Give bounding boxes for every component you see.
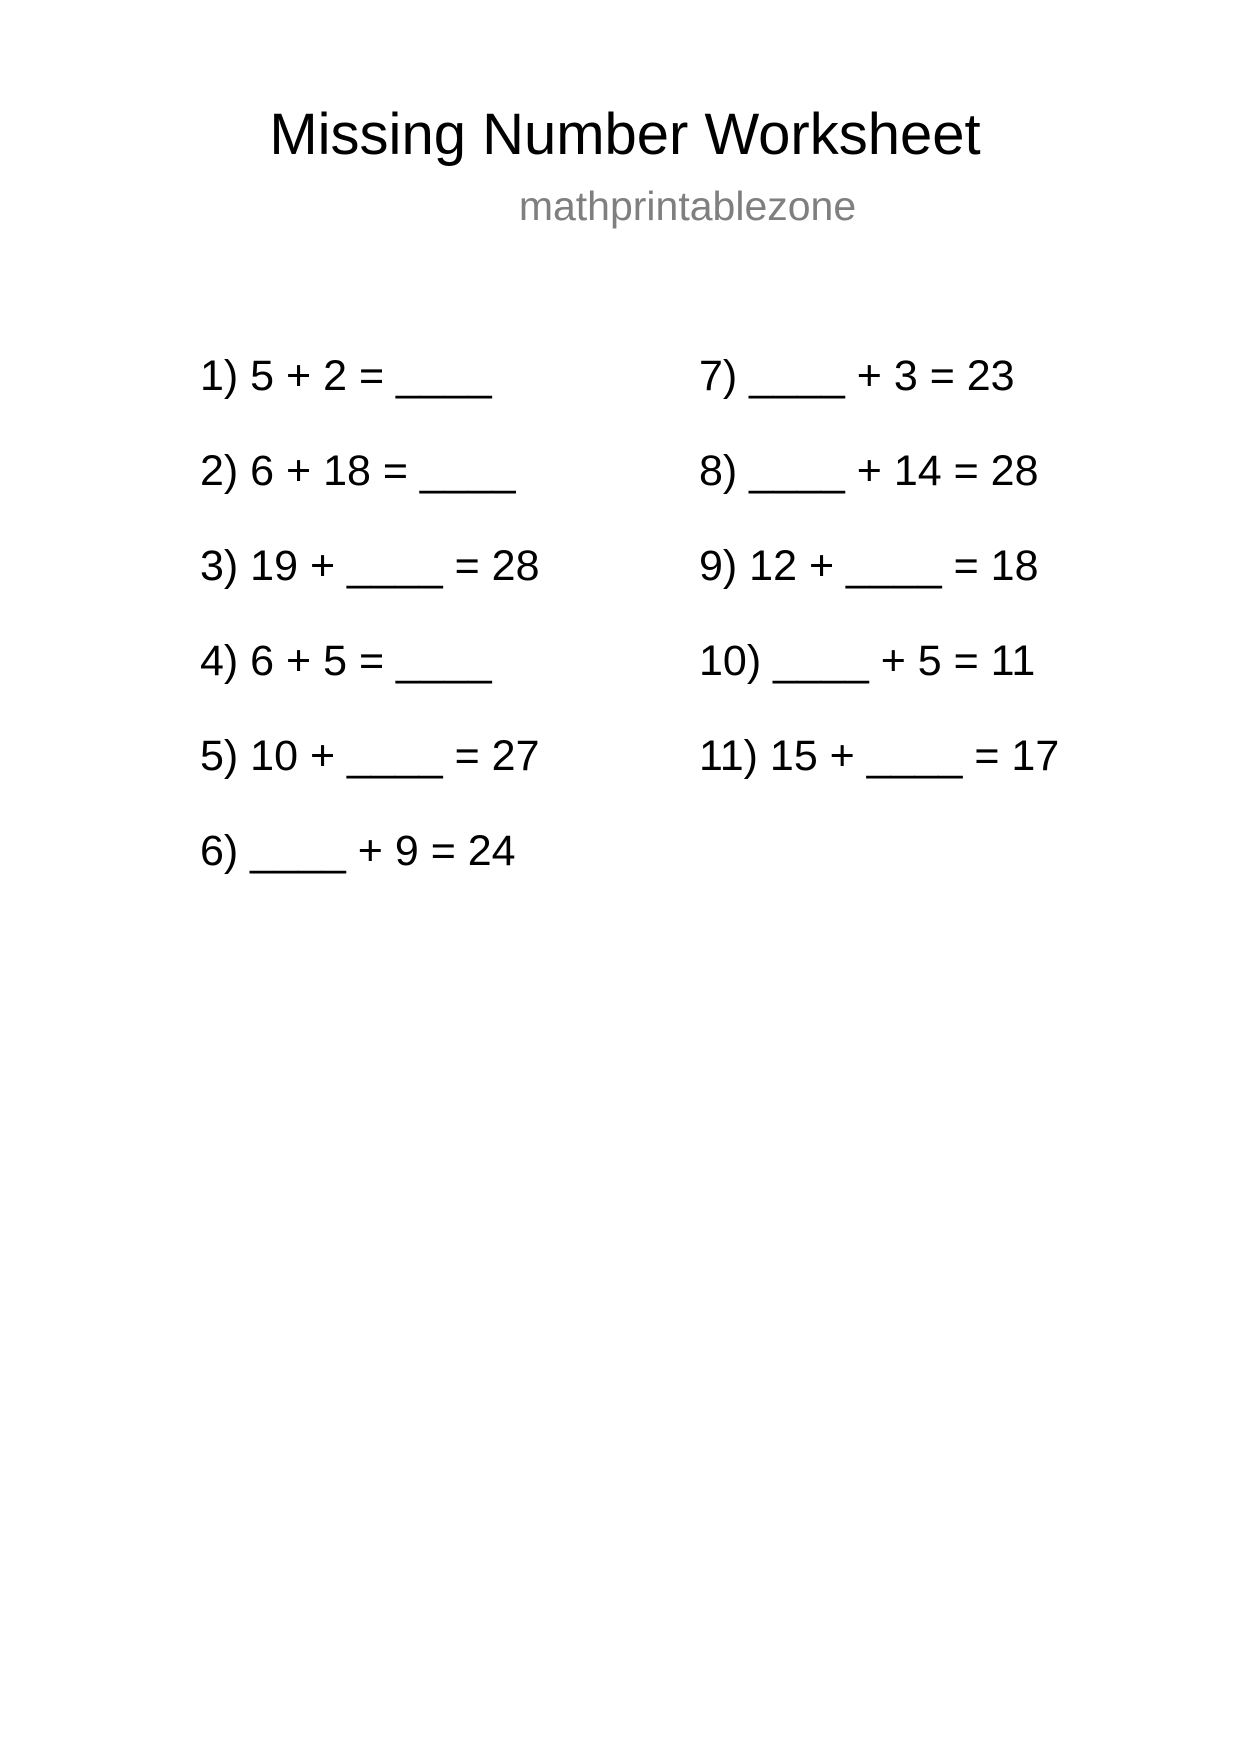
problem-list: [0, 352, 1240, 912]
problem-11: 11) 15 + ____ = 17: [699, 732, 1060, 780]
problem-4: 4) 6 + 5 = ____: [200, 637, 492, 685]
worksheet-title: Missing Number Worksheet: [269, 102, 981, 167]
problem-8: 8) ____ + 14 = 28: [699, 447, 1039, 495]
problem-7: 7) ____ + 3 = 23: [699, 352, 1015, 400]
problem-10: 10) ____ + 5 = 11: [699, 637, 1036, 685]
problem-1: 1) 5 + 2 = ____: [200, 352, 492, 400]
problem-3: 3) 19 + ____ = 28: [200, 542, 540, 590]
problem-9: 9) 12 + ____ = 18: [699, 542, 1039, 590]
problem-6: 6) ____ + 9 = 24: [200, 827, 516, 875]
problem-column-left: [200, 352, 540, 922]
worksheet-subtitle: mathprintablezone: [518, 183, 857, 229]
problem-5: 5) 10 + ____ = 27: [200, 732, 540, 780]
problem-2: 2) 6 + 18 = ____: [200, 447, 516, 495]
problem-column-right: [699, 352, 1059, 827]
